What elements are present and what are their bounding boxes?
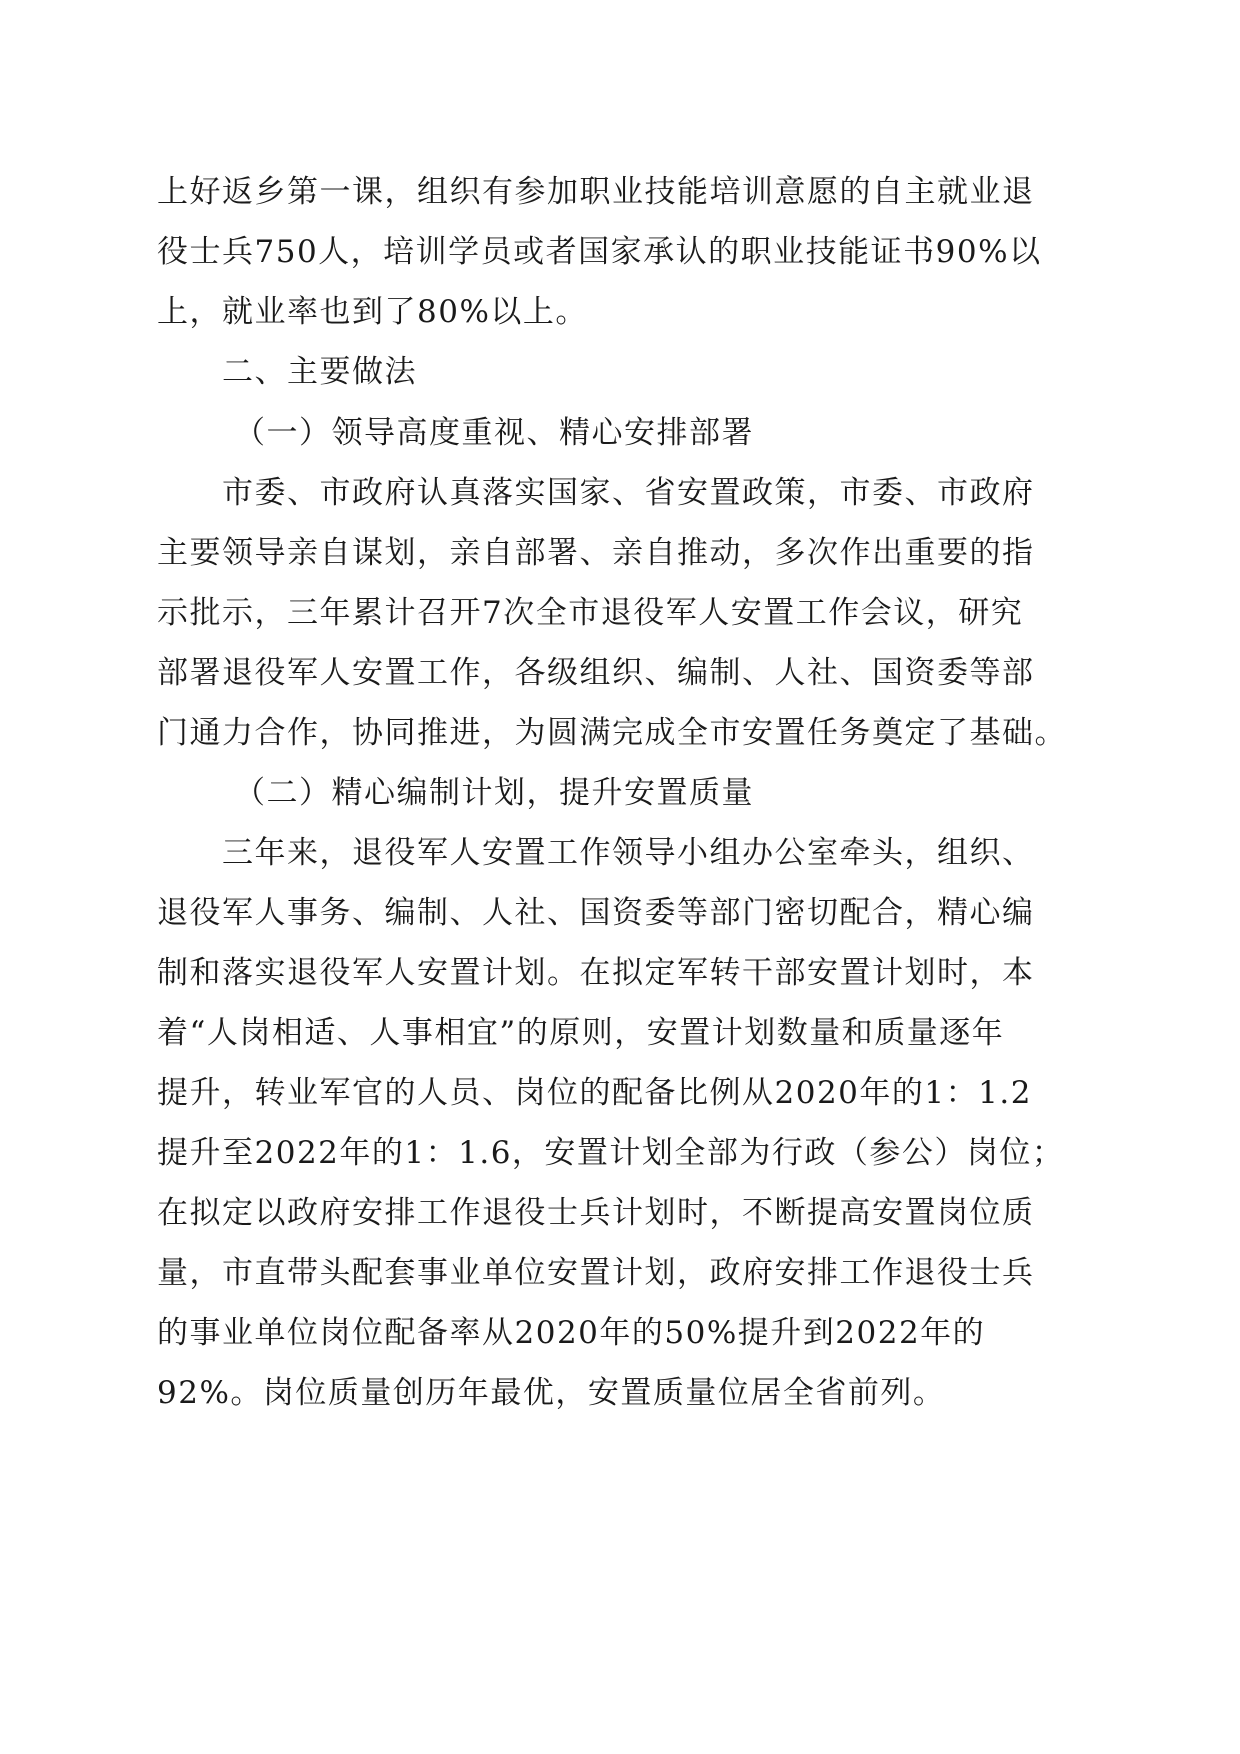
- paragraph-line: 提升，转业军官的人员、岗位的配备比例从2020年的1：1.2: [157, 1075, 1032, 1111]
- paragraph-line: 92%。岗位质量创历年最优，安置质量位居全省前列。: [157, 1375, 946, 1411]
- paragraph-line: 在拟定以政府安排工作退役士兵计划时，不断提高安置岗位质: [157, 1195, 1035, 1231]
- paragraph-line: 提升至2022年的1：1.6，安置计划全部为行政（参公）岗位；: [157, 1135, 1065, 1171]
- paragraph-line: 量，市直带头配套事业单位安置计划，政府安排工作退役士兵: [157, 1255, 1035, 1291]
- paragraph-line: 主要领导亲自谋划，亲自部署、亲自推动，多次作出重要的指: [157, 535, 1035, 571]
- paragraph-line: 示批示，三年累计召开7次全市退役军人安置工作会议，研究: [157, 595, 1024, 631]
- paragraph-line: 三年来，退役军人安置工作领导小组办公室牵头，组织、: [222, 835, 1035, 871]
- paragraph-line: 的事业单位岗位配备率从2020年的50%提升到2022年的: [157, 1315, 986, 1351]
- subsection-heading: （二）精心编制计划，提升安置质量: [234, 775, 754, 811]
- paragraph-line: 门通力合作，协同推进，为圆满完成全市安置任务奠定了基础。: [157, 715, 1067, 751]
- paragraph-line: 上，就业率也到了80%以上。: [157, 294, 588, 330]
- section-heading: 二、主要做法: [222, 354, 417, 390]
- paragraph-line: 着“人岗相适、人事相宜”的原则，安置计划数量和质量逐年: [157, 1015, 1005, 1051]
- paragraph-line: 市委、市政府认真落实国家、省安置政策，市委、市政府: [222, 475, 1035, 511]
- paragraph-line: 上好返乡第一课，组织有参加职业技能培训意愿的自主就业退: [157, 174, 1035, 210]
- paragraph-line: 役士兵750人，培训学员或者国家承认的职业技能证书90%以: [157, 234, 1042, 270]
- subsection-heading: （一）领导高度重视、精心安排部署: [234, 415, 754, 451]
- paragraph-line: 制和落实退役军人安置计划。在拟定军转干部安置计划时，本: [157, 955, 1035, 991]
- paragraph-line: 退役军人事务、编制、人社、国资委等部门密切配合，精心编: [157, 895, 1035, 931]
- paragraph-line: 部署退役军人安置工作，各级组织、编制、人社、国资委等部: [157, 655, 1035, 691]
